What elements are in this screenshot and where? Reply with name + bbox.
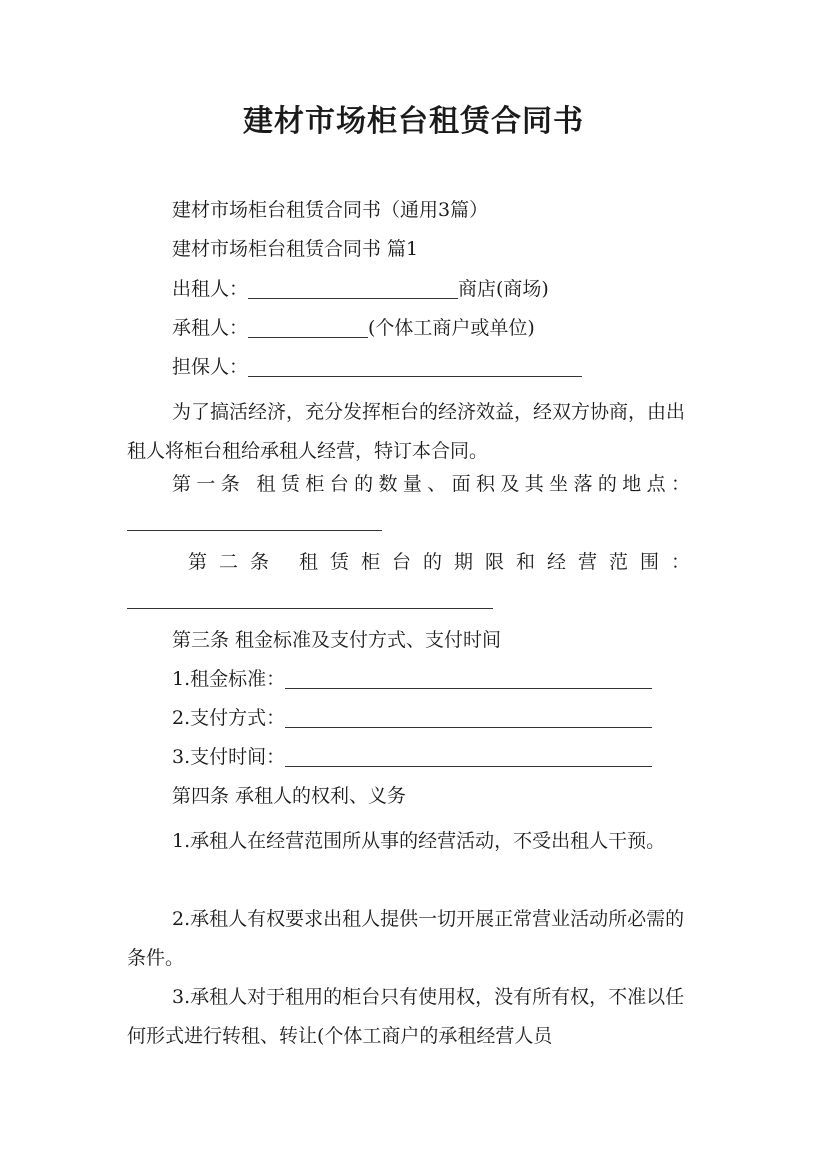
payment-method-label: 2.支付方式： xyxy=(172,707,286,729)
payment-time-label: 3.支付时间： xyxy=(172,746,286,768)
part-heading: 建材市场柜台租赁合同书 篇1 xyxy=(172,238,419,260)
lessor-blank xyxy=(248,278,458,299)
lessor-suffix: 商店(商场) xyxy=(458,278,549,300)
lessee-label: 承租人： xyxy=(172,317,249,339)
right-3: 3.承租人对于租用的柜台只有使用权，没有所有权，不准以任何形式进行转租、转让(个体工商户的承租经营人员 xyxy=(127,986,685,1047)
rent-standard-label: 1.租金标准： xyxy=(172,668,286,690)
rent-standard-blank xyxy=(285,668,652,689)
payment-method-blank xyxy=(285,707,652,728)
lessee-suffix: (个体工商户或单位) xyxy=(368,317,535,339)
payment-method-line xyxy=(172,705,652,731)
article-4: 第四条 承租人的权利、义务 xyxy=(172,785,407,807)
lessor-line xyxy=(172,276,549,302)
lessee-blank xyxy=(248,317,368,338)
right-1: 1.承租人在经营范围所从事的经营活动，不受出租人干预。 xyxy=(172,830,666,852)
lessor-label: 出租人： xyxy=(172,278,249,300)
rent-standard-line xyxy=(172,666,652,692)
document-title: 建材市场柜台租赁合同书 xyxy=(243,104,584,139)
article-1-blank xyxy=(127,530,382,531)
subtitle: 建材市场柜台租赁合同书（通用3篇） xyxy=(172,199,489,221)
lessee-line xyxy=(172,315,535,341)
payment-time-line xyxy=(172,744,652,770)
guarantor-line xyxy=(172,354,582,380)
article-1: 第一条 租赁柜台的数量、面积及其坐落的地点： xyxy=(172,473,690,495)
intro-paragraph: 为了搞活经济，充分发挥柜台的经济效益，经双方协商，由出租人将柜台租给承租人经营，特订本合同。 xyxy=(127,401,686,462)
guarantor-label: 担保人： xyxy=(172,356,249,378)
article-2-blank xyxy=(127,608,493,609)
right-2: 2.承租人有权要求出租人提供一切开展正常营业活动所必需的条件。 xyxy=(127,908,685,969)
article-3: 第三条 租金标准及支付方式、支付时间 xyxy=(172,629,502,651)
article-2: 第二条 租赁柜台的期限和经营范围： xyxy=(188,551,690,573)
guarantor-blank xyxy=(248,356,582,377)
payment-time-blank xyxy=(285,746,652,767)
